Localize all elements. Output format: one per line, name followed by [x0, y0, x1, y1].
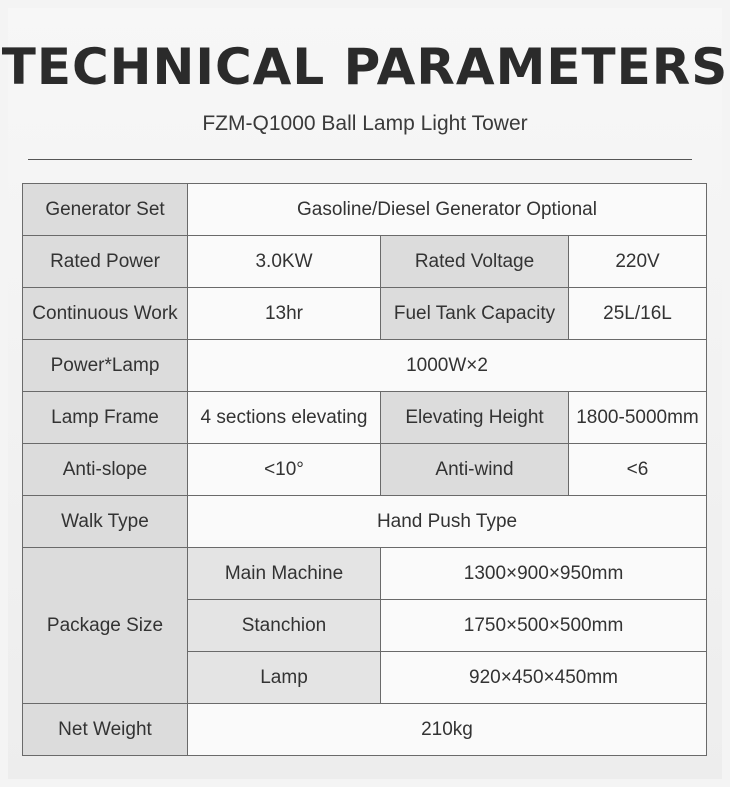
spec-label: Anti-slope	[23, 444, 188, 496]
spec-label: Elevating Height	[381, 392, 569, 444]
table-row	[23, 184, 707, 236]
spec-label: Walk Type	[23, 496, 188, 548]
table-row	[23, 704, 707, 756]
package-item-value: 1750×500×500mm	[381, 600, 707, 652]
table-row	[23, 288, 707, 340]
spec-value: 1000W×2	[188, 340, 707, 392]
spec-value: 220V	[569, 236, 707, 288]
spec-value: 3.0KW	[188, 236, 381, 288]
table-row	[23, 340, 707, 392]
spec-label: Anti-wind	[381, 444, 569, 496]
spec-label: Lamp Frame	[23, 392, 188, 444]
divider	[28, 159, 692, 160]
package-item-label: Main Machine	[188, 548, 381, 600]
package-item-value: 920×450×450mm	[381, 652, 707, 704]
page-title: TECHNICAL PARAMETERS	[1, 38, 729, 96]
spec-label: Net Weight	[23, 704, 188, 756]
spec-value: 1800-5000mm	[569, 392, 707, 444]
table-row	[23, 236, 707, 288]
package-item-label: Lamp	[188, 652, 381, 704]
spec-value: 13hr	[188, 288, 381, 340]
package-item-value: 1300×900×950mm	[381, 548, 707, 600]
table-row	[23, 392, 707, 444]
spec-label: Generator Set	[23, 184, 188, 236]
spec-value: 4 sections elevating	[188, 392, 381, 444]
table-row	[23, 548, 707, 600]
spec-value: 25L/16L	[569, 288, 707, 340]
spec-label: Rated Voltage	[381, 236, 569, 288]
spec-value: Gasoline/Diesel Generator Optional	[188, 184, 707, 236]
page-subtitle: FZM-Q1000 Ball Lamp Light Tower	[202, 112, 528, 135]
table-row	[23, 444, 707, 496]
spec-value: <10°	[188, 444, 381, 496]
spec-value: 210kg	[188, 704, 707, 756]
table-row	[23, 496, 707, 548]
spec-label: Package Size	[23, 548, 188, 704]
spec-label: Fuel Tank Capacity	[381, 288, 569, 340]
spec-label: Rated Power	[23, 236, 188, 288]
spec-value: Hand Push Type	[188, 496, 707, 548]
spec-value: <6	[569, 444, 707, 496]
package-item-label: Stanchion	[188, 600, 381, 652]
spec-label: Power*Lamp	[23, 340, 188, 392]
spec-label: Continuous Work	[23, 288, 188, 340]
spec-table	[22, 183, 707, 756]
